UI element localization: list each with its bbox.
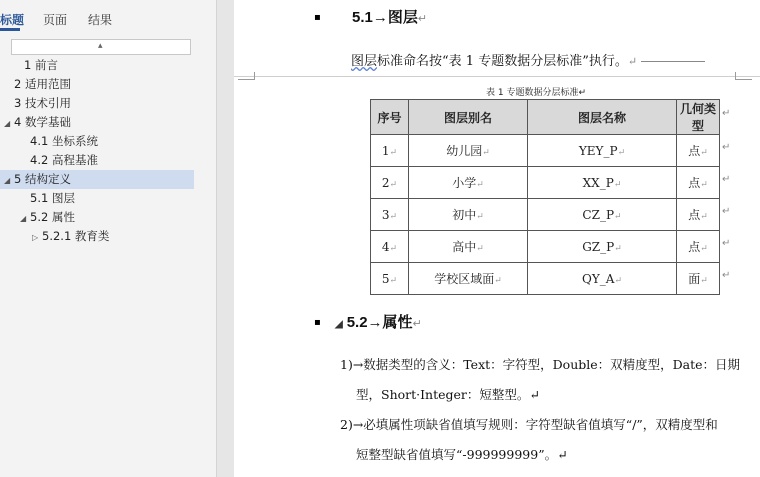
heading-bullet-icon: ▪ bbox=[314, 317, 321, 328]
table-cell[interactable]: XX_P↵ bbox=[528, 167, 677, 199]
section-heading-5-1[interactable]: 5.1→图层↵ bbox=[352, 9, 428, 26]
table-cell[interactable]: 5↵ bbox=[371, 263, 409, 295]
outline-item-references[interactable] bbox=[0, 94, 194, 113]
table-cell[interactable]: 点↵ bbox=[677, 231, 720, 263]
table-row bbox=[371, 263, 720, 295]
spellcheck-word: 图层 bbox=[351, 54, 378, 69]
outline-item-layers[interactable] bbox=[0, 189, 210, 208]
active-tab-indicator bbox=[0, 28, 20, 31]
table-cell[interactable]: 1↵ bbox=[371, 135, 409, 167]
outline-item-label: 1 前言 bbox=[24, 58, 58, 72]
outline-item-math-basis[interactable] bbox=[0, 113, 194, 132]
outline-item-label: 5.2 属性 bbox=[30, 210, 75, 224]
table-cell[interactable]: 4↵ bbox=[371, 231, 409, 263]
collapse-triangle-icon[interactable]: ◢ bbox=[335, 319, 343, 330]
layer-naming-paragraph[interactable]: 图层标准命名按“表 1 专题数据分层标准”执行。↵ bbox=[351, 50, 705, 69]
outline-item-label: 3 技术引用 bbox=[14, 96, 71, 110]
table-cell[interactable]: YEY_P↵ bbox=[528, 135, 677, 167]
attribute-rules-list[interactable] bbox=[340, 350, 740, 470]
table-cell[interactable]: 点↵ bbox=[677, 199, 720, 231]
outline-item-label: 4.2 高程基准 bbox=[30, 153, 98, 167]
end-of-row-mark: ↵ bbox=[722, 108, 731, 119]
table-cell[interactable]: 点↵ bbox=[677, 167, 720, 199]
page-break bbox=[234, 76, 760, 81]
outline-item-education[interactable] bbox=[0, 227, 222, 246]
end-of-row-mark: ↵ bbox=[722, 206, 731, 217]
table-caption: 表 1 专题数据分层标准↵ bbox=[486, 88, 586, 98]
nav-tabs bbox=[0, 8, 217, 30]
table-cell[interactable]: 面↵ bbox=[677, 263, 720, 295]
table-header-cell[interactable]: 序号 bbox=[371, 100, 409, 135]
document-page[interactable] bbox=[234, 0, 760, 477]
table-cell[interactable]: 初中↵ bbox=[409, 199, 528, 231]
table-cell[interactable]: GZ_P↵ bbox=[528, 231, 677, 263]
collapse-triangle-icon[interactable]: ◢ bbox=[4, 119, 11, 128]
table-header-row bbox=[371, 100, 720, 135]
page-corner-mark bbox=[238, 72, 255, 80]
page-corner-mark bbox=[735, 72, 752, 80]
table-cell[interactable]: 3↵ bbox=[371, 199, 409, 231]
heading-bullet-icon: ▪ bbox=[314, 12, 321, 23]
table-header-cell[interactable]: 几何类型 bbox=[677, 100, 720, 135]
list-item: 2)→必填属性项缺省值填写规则：字符型缺省值填写“/”，双精度型和 bbox=[340, 417, 718, 432]
table-cell[interactable]: 2↵ bbox=[371, 167, 409, 199]
table-header-cell[interactable]: 图层别名 bbox=[409, 100, 528, 135]
end-of-row-mark: ↵ bbox=[722, 270, 731, 281]
table-cell[interactable]: 学校区域面↵ bbox=[409, 263, 528, 295]
outline-item-label: 2 适用范围 bbox=[14, 77, 71, 91]
end-of-row-mark: ↵ bbox=[722, 174, 731, 185]
outline-item-label: 5.2.1 教育类 bbox=[42, 229, 110, 243]
outline-item-structure-definition[interactable] bbox=[0, 170, 194, 189]
table-cell[interactable]: CZ_P↵ bbox=[528, 199, 677, 231]
section-heading-5-2[interactable]: ◢ 5.2→属性↵ bbox=[335, 314, 422, 331]
expand-triangle-icon[interactable]: ▷ bbox=[32, 233, 39, 242]
table-cell[interactable]: 点↵ bbox=[677, 135, 720, 167]
table-cell[interactable]: 幼儿园↵ bbox=[409, 135, 528, 167]
table-row bbox=[371, 135, 720, 167]
outline-item-label: 5 结构定义 bbox=[14, 172, 71, 186]
end-of-row-mark: ↵ bbox=[722, 238, 731, 249]
table-cell[interactable]: 小学↵ bbox=[409, 167, 528, 199]
table-row bbox=[371, 231, 720, 263]
tab-pages[interactable]: 页面 bbox=[43, 13, 68, 27]
end-of-row-mark: ↵ bbox=[722, 142, 731, 153]
layer-standard-table[interactable] bbox=[370, 99, 720, 295]
list-item: 1)→数据类型的含义：Text：字符型，Double：双精度型，Date：日期 bbox=[340, 357, 741, 372]
outline-item-preface[interactable] bbox=[0, 56, 204, 75]
list-item-continuation: 短整型缺省值填写“-999999999”。↵ bbox=[356, 447, 568, 462]
paragraph-mark: ↵ bbox=[417, 13, 428, 25]
table-header-cell[interactable]: 图层名称 bbox=[528, 100, 677, 135]
outline-item-coordinate-system[interactable] bbox=[0, 132, 210, 151]
collapse-triangle-icon[interactable]: ◢ bbox=[4, 176, 11, 185]
paragraph-mark: ↵ bbox=[412, 318, 422, 330]
search-input[interactable] bbox=[11, 39, 191, 55]
table-cell[interactable]: QY_A↵ bbox=[528, 263, 677, 295]
outline-item-scope[interactable] bbox=[0, 75, 194, 94]
collapse-triangle-icon[interactable]: ◢ bbox=[20, 214, 27, 223]
table-cell[interactable]: 高中↵ bbox=[409, 231, 528, 263]
table-row bbox=[371, 167, 720, 199]
outline-item-elevation-datum[interactable] bbox=[0, 151, 210, 170]
list-item-continuation: 型，Short·Integer：短整型。↵ bbox=[356, 387, 540, 402]
outline-item-label: 5.1 图层 bbox=[30, 191, 75, 205]
document-area[interactable] bbox=[217, 0, 760, 477]
outline-item-label: 4.1 坐标系统 bbox=[30, 134, 98, 148]
tab-results[interactable]: 结果 bbox=[88, 13, 113, 27]
text-rule bbox=[641, 61, 705, 62]
outline-item-attributes[interactable] bbox=[0, 208, 210, 227]
collapse-caret-icon[interactable]: ▴ bbox=[98, 41, 103, 51]
tab-headings[interactable]: 标题 bbox=[0, 13, 25, 27]
table-row bbox=[371, 199, 720, 231]
paragraph-mark: ↵ bbox=[627, 55, 638, 68]
outline-item-label: 4 数学基础 bbox=[14, 115, 71, 129]
navigation-pane bbox=[0, 0, 217, 477]
